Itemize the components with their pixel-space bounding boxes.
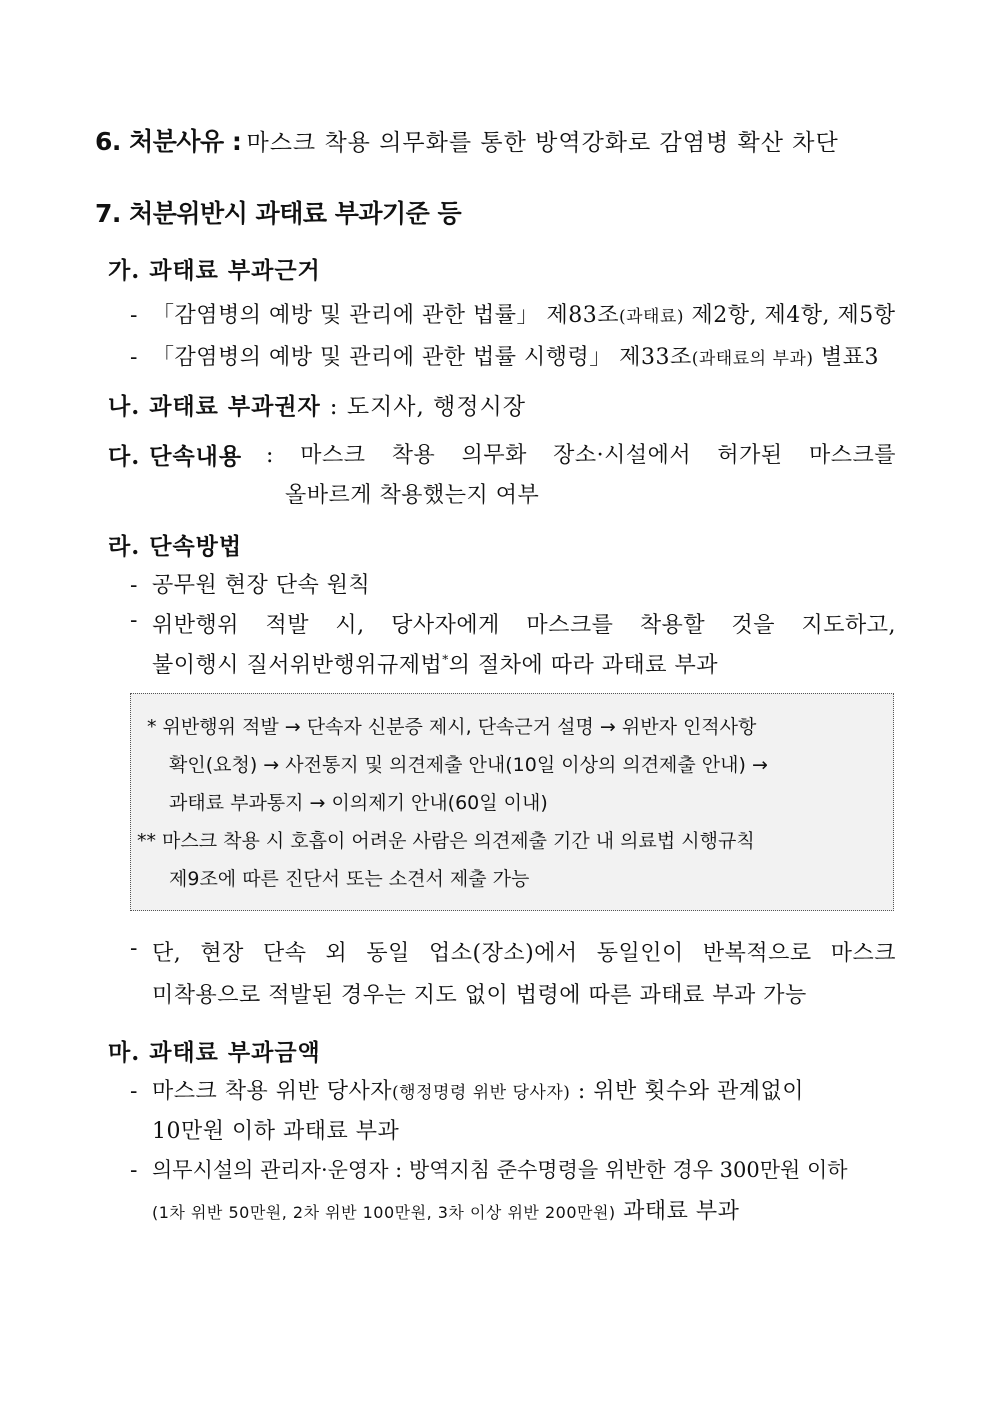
ma-item-2-line-2: [152, 1194, 739, 1225]
ma-item-1-line-2: 10만원 이하 과태료 부과: [152, 1119, 400, 1144]
ma-heading: 마. 과태료 부과금액: [108, 1039, 321, 1066]
na-row: [108, 388, 526, 421]
ga-line-1-tail: 제2항, 제4항, 제5항: [684, 303, 896, 328]
ra-item-1-text: 공무원 현장 단속 원칙: [152, 573, 371, 598]
da-heading: 다. 단속내용: [108, 443, 243, 470]
ra-item-1: - 공무원 현장 단속 원칙: [130, 573, 371, 598]
section-7-heading: 7. 처분위반시 과태료 부과기준 등: [95, 199, 462, 228]
ma-item-2: - 의무시설의 관리자·운영자 : 방역지침 준수명령을 위반한 경우 300만원 이하: [130, 1158, 848, 1183]
section-6-text: 마스크 착용 의무화를 통한 방역강화로 감염병 확산 차단: [246, 130, 839, 156]
footnote-box: [130, 693, 894, 911]
ra-item-2-line-2-pre: 불이행시 질서위반행위규제법: [152, 653, 443, 678]
section-6-heading: 6. 처분사유 :: [95, 127, 242, 156]
ga-line-2-small: (과태료의 부과): [691, 349, 814, 369]
ma-item-2-tail: 과태료 부과: [615, 1199, 740, 1224]
ga-line-1: - 「감염병의 예방 및 관리에 관한 법률」 제83조(과태료) 제2항, 제4항, 제5항: [130, 303, 896, 328]
ra-heading: 라. 단속방법: [108, 533, 243, 560]
ma-item-1-post: : 위반 횟수와 관계없이: [570, 1079, 805, 1104]
footnote-marker: *: [442, 652, 449, 667]
note-2-line-2: 제9조에 따른 진단서 또는 소견서 제출 가능: [169, 868, 530, 890]
note-1-line-3: 과태료 부과통지 → 이의제기 안내(60일 이내): [169, 792, 548, 814]
ra-item-3-line-2: 미착용으로 적발된 경우는 지도 없이 법령에 따른 과태료 부과 가능: [152, 983, 807, 1008]
note-1-line-1: * 위반행위 적발 → 단속자 신분증 제시, 단속근거 설명 → 위반자 인적사항: [147, 716, 757, 738]
ga-line-2: - 「감염병의 예방 및 관리에 관한 법률 시행령」 제33조(과태료의 부과) 별표3: [130, 345, 879, 370]
ra-item-3-line-1: 단, 현장 단속 외 동일 업소(장소)에서 동일인이 반복적으로 마스크: [152, 941, 896, 966]
ma-item-2-line-1: 의무시설의 관리자·운영자 : 방역지침 준수명령을 위반한 경우 300만원 이하: [152, 1158, 848, 1182]
note-1-line-2: 확인(요청) → 사전통지 및 의견제출 안내(10일 이상의 의견제출 안내) →: [169, 754, 768, 776]
ga-heading: 가. 과태료 부과근거: [108, 257, 321, 284]
da-line-1: : 마스크 착용 의무화 장소·시설에서 허가된 마스크를: [266, 443, 896, 468]
ga-line-1-small: (과태료): [619, 307, 685, 327]
ma-item-1: - 마스크 착용 위반 당사자(행정명령 위반 당사자) : 위반 횟수와 관계없이: [130, 1079, 805, 1104]
ra-item-2-line-2: [152, 648, 718, 679]
note-2-line-1: ** 마스크 착용 시 호흡이 어려운 사람은 의견제출 기간 내 의료법 시행규칙: [137, 830, 755, 852]
ga-line-2-main: 「감염병의 예방 및 관리에 관한 법률 시행령」 제33조: [152, 345, 692, 370]
ga-line-2-tail: 별표3: [813, 345, 879, 370]
ga-line-1-main: 「감염병의 예방 및 관리에 관한 법률」 제83조: [152, 303, 619, 328]
ma-item-1-pre: 마스크 착용 위반 당사자: [152, 1079, 393, 1104]
ra-item-2-line-1: 위반행위 적발 시, 당사자에게 마스크를 착용할 것을 지도하고,: [152, 613, 896, 638]
na-text: : 도지사, 행정시장: [329, 394, 527, 420]
na-heading: 나. 과태료 부과권자: [108, 393, 321, 420]
da-line-2: 올바르게 착용했는지 여부: [285, 483, 540, 508]
ma-item-2-small: (1차 위반 50만원, 2차 위반 100만원, 3차 이상 위반 200만원): [152, 1203, 616, 1222]
ma-item-1-small: (행정명령 위반 당사자): [392, 1083, 571, 1103]
section-6: [95, 122, 839, 158]
ra-item-2-line-2-post: 의 절차에 따라 과태료 부과: [448, 653, 719, 678]
document-page: 6. 처분사유 : 마스크 착용 의무화를 통한 방역강화로 감염병 확산 차단 7. 처분위반시 과태료 부과기준 등 가. 과태료 부과근거 - 「감염병의 예방 및 관리에 관한 법률」 제83조(과태료) 제2항, 제4항, 제5항 - 「감염병의 예방 및 관리에 관한 법률 시행령」 제33조(과태료의 부과) 별표3 나. 과태료 부과권자 : 도지사, 행정시장 다. 단속내용 : 마스크 착용 의무화 장소·시설에서 허가된 마스크를 올바르게 착용했는지 여부 라. 단속방법 - 공무원 현장 단속 원칙 - 위반행위 적발 시, 당사자에게 마스크를 착용할 것을 지도하고, 불이행시 질서위반행위규제법*의 절차에 따라 과태료 부과 * 위반행위 적발 → 단속자 신분증 제시, 단속근거 설명 → 위반자 인적사항 확인(요청) → 사전통지 및 의견제출 안내(10일 이상의 의견제출 안내) → 과태료 부과통지 → 이의제기 안내(60일 이내) ** 마스크 착용 시 호흡이 어려운 사람은 의견제출 기간 내 의료법 시행규칙 제9조에 따른 진단서 또는 소견서 제출 가능 - 단, 현장 단속 외 동일 업소(장소)에서 동일인이 반복적으로 마스크 미착용으로 적발된 경우는 지도 없이 법령에 따른 과태료 부과 가능 마. 과태료 부과금액 - 마스크 착용 위반 당사자(행정명령 위반 당사자) : 위반 횟수와 관계없이 10만원 이하 과태료 부과 - 의무시설의 관리자·운영자 : 방역지침 준수명령을 위반한 경우 300만원 이하 (1차 위반 50만원, 2차 위반 100만원, 3차 이상 위반 200만원) 과태료 부과: [0, 0, 992, 1403]
